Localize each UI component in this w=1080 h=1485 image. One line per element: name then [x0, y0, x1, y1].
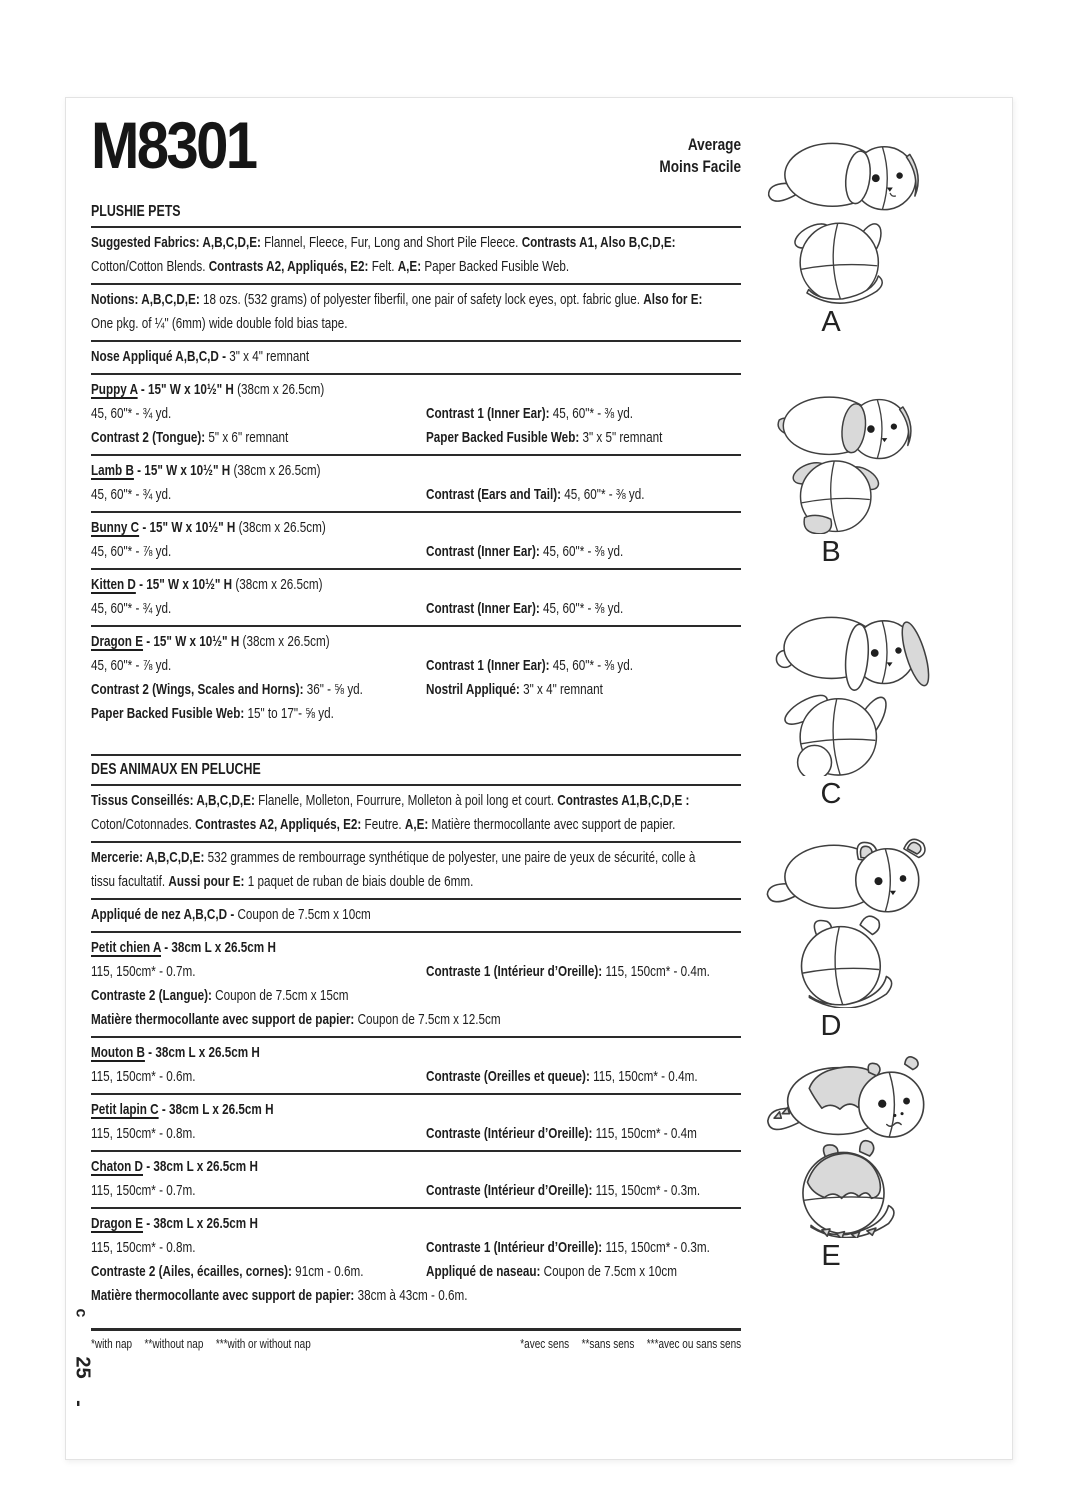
text-line: Coton/Cotonnades. Contrastes A2, Appliqués, E2: Feutre. A,E: Matière thermocollante avec support de papier. [91, 816, 676, 833]
spec-cell: 115, 150cm* - 0.8m. [91, 1125, 196, 1142]
spec-cell: Contraste (Intérieur d’Oreille): 115, 150cm* - 0.3m. [426, 1182, 701, 1199]
spec-row [91, 483, 741, 507]
spec-row [91, 402, 741, 426]
spec-row [91, 597, 741, 621]
english-items [91, 375, 741, 730]
text-line: Tissus Conseillés: A,B,C,D,E: Flanelle, Molleton, Fourrure, Molleton à poil long et court. Contrastes A1,B,C,D,E : [91, 792, 690, 809]
header [91, 108, 741, 200]
text-line: Appliqué de nez A,B,C,D - Coupon de 7.5cm x 10cm [91, 906, 371, 923]
puppy-a-specs [91, 375, 741, 456]
kitten-illustration-icon [762, 833, 946, 1008]
english-notions-paragraph [91, 285, 741, 342]
item-heading: Dragon E - 15" W x 10½" H (38cm x 26.5cm) [91, 633, 330, 650]
spec-row [91, 1284, 741, 1308]
spec-row [91, 1179, 741, 1203]
figure-lamb-b [756, 388, 1006, 568]
bunny-c-specs [91, 513, 741, 570]
item-heading: Kitten D - 15" W x 10½" H (38cm x 26.5cm) [91, 576, 323, 593]
spec-row [91, 1065, 741, 1089]
figure-puppy-a [756, 134, 1006, 338]
figure-bunny-c [756, 608, 1006, 810]
spec-cell: 115, 150cm* - 0.8m. [91, 1239, 196, 1256]
pattern-sheet [65, 97, 1013, 1460]
spec-cell: Appliqué de naseau: Coupon de 7.5cm x 10cm [426, 1263, 678, 1280]
spec-row [91, 426, 741, 450]
spec-row [91, 960, 741, 984]
french-section-title: DES ANIMAUX EN PELUCHE [91, 758, 741, 786]
spec-cell: Contraste 1 (Intérieur d’Oreille): 115, 150cm* - 0.4m. [426, 963, 710, 980]
spec-cell: 115, 150cm* - 0.7m. [91, 963, 196, 980]
french-nose-applique-line [91, 900, 741, 933]
figure-letter: D [820, 1010, 842, 1042]
spec-cell: Contrast 2 (Tongue): 5" x 6" remnant [91, 429, 289, 446]
petit-chien-a-specs [91, 933, 741, 1038]
spec-cell: Paper Backed Fusible Web: 15" to 17"- ⅝ yd. [91, 705, 334, 722]
spec-row [91, 1260, 741, 1284]
spec-cell: Contrast 2 (Wings, Scales and Horns): 36" - ⅝ yd. [91, 681, 363, 698]
spec-cell: Matière thermocollante avec support de papier: 38cm à 43cm - 0.6m. [91, 1287, 468, 1304]
footnote-bar [91, 1328, 741, 1352]
edge-mark: c [72, 1308, 90, 1318]
text-line: Notions: A,B,C,D,E: 18 ozs. (532 grams) of polyester fiberfil, one pair of safety lock eyes, opt. fabric glue. Also for E: [91, 291, 703, 308]
item-heading: Mouton B - 38cm L x 26.5cm H [91, 1044, 260, 1061]
text-line: Nose Appliqué A,B,C,D - 3" x 4" remnant [91, 348, 310, 365]
english-nose-applique-line [91, 342, 741, 375]
legend-item: **without nap [144, 1336, 204, 1351]
figure-kitten-d [756, 833, 1006, 1042]
french-fabrics-paragraph [91, 786, 741, 843]
pattern-number: M8301 [91, 108, 256, 182]
spec-row [91, 654, 741, 678]
legend-item: *with nap [91, 1336, 133, 1351]
item-heading: Lamb B - 15" W x 10½" H (38cm x 26.5cm) [91, 462, 321, 479]
item-heading: Petit lapin C - 38cm L x 26.5cm H [91, 1101, 274, 1118]
legend-item: **sans sens [581, 1336, 635, 1351]
text-line: Cotton/Cotton Blends. Contrasts A2, Appliqués, E2: Felt. A,E: Paper Backed Fusible Web. [91, 258, 570, 275]
main-column [91, 108, 741, 1352]
spec-cell: Contraste (Intérieur d’Oreille): 115, 150cm* - 0.4m [426, 1125, 697, 1142]
dragon-e-fr-specs [91, 1209, 741, 1312]
spec-cell: Contraste 2 (Ailes, écailles, cornes): 91cm - 0.6m. [91, 1263, 364, 1280]
english-section-title: PLUSHIE PETS [91, 200, 741, 228]
nap-legend-en [91, 1336, 311, 1352]
figure-letter: C [820, 778, 842, 810]
kitten-d-specs [91, 570, 741, 627]
petit-lapin-c-specs [91, 1095, 741, 1152]
spec-cell: Contraste 2 (Langue): Coupon de 7.5cm x 15cm [91, 987, 349, 1004]
difficulty-fr: Moins Facile [659, 157, 741, 176]
figure-letter: E [821, 1240, 841, 1272]
text-line: tissu facultatif. Aussi pour E: 1 paquet de ruban de biais double de 6mm. [91, 873, 474, 890]
item-heading: Puppy A - 15" W x 10½" H (38cm x 26.5cm) [91, 381, 325, 398]
legend-item: ***with or without nap [215, 1336, 311, 1351]
legend-item: ***avec ou sans sens [646, 1336, 741, 1351]
spec-cell: 45, 60"* - ⅞ yd. [91, 543, 172, 560]
nap-legend-fr [520, 1336, 741, 1352]
difficulty-en: Average [687, 135, 741, 154]
edge-mark: - [67, 1400, 90, 1407]
spec-cell: 115, 150cm* - 0.6m. [91, 1068, 196, 1085]
spec-cell: Contrast (Ears and Tail): 45, 60"* - ⅜ yd. [426, 486, 645, 503]
figure-dragon-e [756, 1056, 1006, 1272]
figure-letter: B [821, 536, 841, 568]
spec-cell: 45, 60"* - ¾ yd. [91, 405, 172, 422]
spec-cell: Contraste (Oreilles et queue): 115, 150cm* - 0.4m. [426, 1068, 698, 1085]
spec-row [91, 678, 741, 702]
text-line: Mercerie: A,B,C,D,E: 532 grammes de rembourrage synthétique de polyester, une paire de yeux de sécurité, colle à [91, 849, 696, 866]
spec-cell: 45, 60"* - ¾ yd. [91, 600, 172, 617]
spec-cell: Contrast (Inner Ear): 45, 60"* - ⅜ yd. [426, 543, 624, 560]
section-divider [91, 730, 741, 756]
spec-cell: 45, 60"* - ⅞ yd. [91, 657, 172, 674]
spec-cell: Nostril Appliqué: 3" x 4" remnant [426, 681, 603, 698]
lamb-illustration-icon [762, 388, 934, 534]
spec-cell: Matière thermocollante avec support de papier: Coupon de 7.5cm x 12.5cm [91, 1011, 501, 1028]
spec-row [91, 984, 741, 1008]
puppy-illustration-icon [762, 134, 942, 304]
spec-row [91, 1236, 741, 1260]
figure-letter: A [821, 306, 841, 338]
legend-item: *avec sens [520, 1336, 569, 1351]
lamb-b-specs [91, 456, 741, 513]
spec-row [91, 1008, 741, 1032]
chaton-d-specs [91, 1152, 741, 1209]
item-heading: Bunny C - 15" W x 10½" H (38cm x 26.5cm) [91, 519, 326, 536]
mouton-b-specs [91, 1038, 741, 1095]
edge-mark: 25 [71, 1356, 94, 1379]
spec-cell: Contraste 1 (Intérieur d’Oreille): 115, 150cm* - 0.3m. [426, 1239, 710, 1256]
spec-cell: 45, 60"* - ¾ yd. [91, 486, 172, 503]
text-line: Suggested Fabrics: A,B,C,D,E: Flannel, Fleece, Fur, Long and Short Pile Fleece. Contrasts A1, Also B,C,D,E: [91, 234, 676, 251]
item-heading: Chaton D - 38cm L x 26.5cm H [91, 1158, 258, 1175]
spec-cell: 115, 150cm* - 0.7m. [91, 1182, 196, 1199]
french-notions-paragraph [91, 843, 741, 900]
spec-cell: Contrast 1 (Inner Ear): 45, 60"* - ⅜ yd. [426, 405, 634, 422]
english-fabrics-paragraph [91, 228, 741, 285]
item-heading: Petit chien A - 38cm L x 26.5cm H [91, 939, 276, 956]
dragon-illustration-icon [762, 1056, 952, 1238]
bunny-illustration-icon [762, 608, 940, 776]
french-items [91, 933, 741, 1312]
difficulty-rating [659, 134, 741, 178]
text-line: One pkg. of ¼" (6mm) wide double fold bias tape. [91, 315, 348, 332]
dragon-e-specs [91, 627, 741, 730]
spec-row [91, 1122, 741, 1146]
spec-cell: Paper Backed Fusible Web: 3" x 5" remnant [426, 429, 663, 446]
spec-row [91, 540, 741, 564]
item-heading: Dragon E - 38cm L x 26.5cm H [91, 1215, 258, 1232]
spec-cell: Contrast (Inner Ear): 45, 60"* - ⅜ yd. [426, 600, 624, 617]
spec-cell: Contrast 1 (Inner Ear): 45, 60"* - ⅜ yd. [426, 657, 634, 674]
spec-row [91, 702, 741, 726]
